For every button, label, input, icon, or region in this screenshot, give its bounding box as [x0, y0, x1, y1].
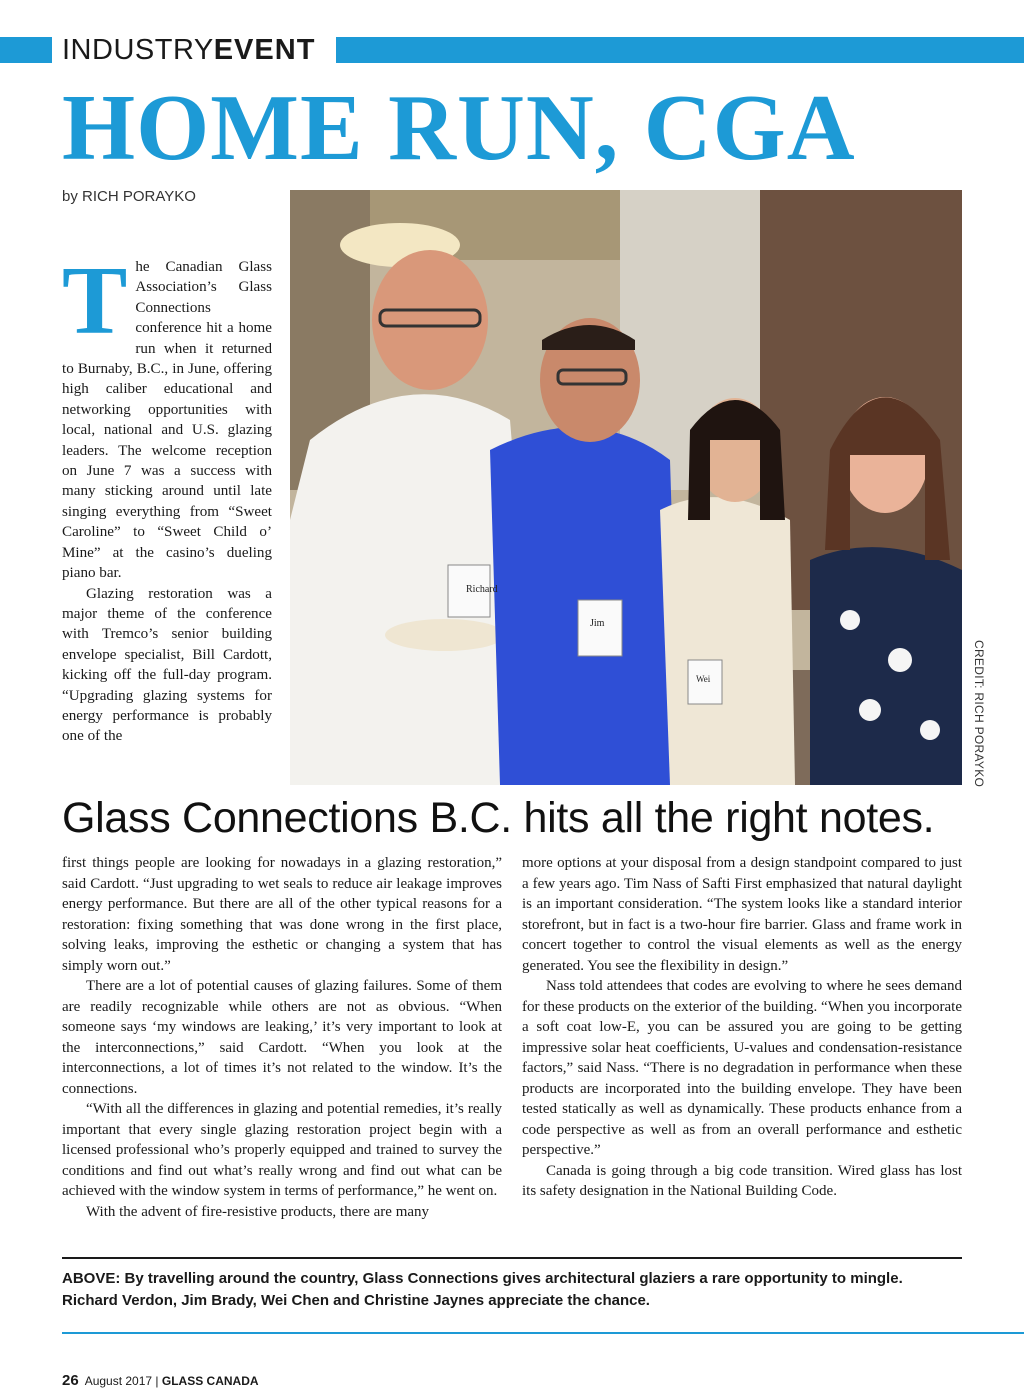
badge-name-3: Wei	[696, 674, 711, 684]
page-number: 26	[62, 1372, 79, 1389]
event-photo-illustration	[290, 190, 962, 785]
body-right-paragraph: Canada is going through a big code transition. Wired glass has lost its safety designation in the National Building Code.	[522, 1162, 962, 1199]
body-left-paragraph: With the advent of fire-resistive products, there are many	[86, 1203, 430, 1220]
body-right-paragraph: Nass told attendees that codes are evolving to where he sees demand for these products on the exterior of the building. “When you incorporate a soft coat low-E, you can be assured you are going to be getting impressive solar heat coefficients, U-values and condensation-resistance factors,” said Nass. “There is no degradation in performance when these products are incorporated into the building envelope. They have been tested statically as well as dynamically. These products enhance from a code perspective as well as from an overall performance and esthetic perspective.”	[522, 978, 962, 1158]
issue-date: August 2017 |	[84, 1374, 159, 1388]
section-bar-left	[0, 37, 52, 63]
intro-paragraph-1: he Canadian Glass Association’s Glass Connections conference hit a home run when it returned to Burnaby, B.C., in June, offering high caliber educational and networking opportunities with local, national and U.S. glazing leaders. The welcome reception on June 7 was a success with many sticking around until late singing everything from “Sweet Caroline” to “Sweet Child o’ Mine” at the casino’s dueling piano bar.	[62, 259, 272, 582]
caption-rule	[62, 1257, 962, 1259]
headline: HOME RUN, CGA	[62, 76, 856, 180]
body-left-paragraph: “With all the differences in glazing and potential remedies, it’s really important that every single glazing restoration project begin with a licensed professional who’s properly equipped and trained to survey the conditions and find out what’s really wrong and find out what can be achieved with the window system in terms of performance,” he went on.	[62, 1101, 502, 1199]
section-bar-right	[336, 37, 1024, 63]
photo-caption: ABOVE: By travelling around the country, Glass Connections gives architectural glaziers a rare opportunity to mingle. Richard Verdon, Jim Brady, Wei Chen and Christine Jaynes appreciate the chance.	[62, 1270, 903, 1309]
publication-name: GLASS CANADA	[161, 1374, 259, 1388]
event-photo	[290, 190, 962, 785]
body-column-left	[62, 853, 502, 1222]
body-column-right	[522, 853, 962, 1202]
footer-rule	[62, 1332, 1024, 1334]
badge-name-1: Richard	[466, 584, 498, 595]
deck-subheadline: Glass Connections B.C. hits all the right notes.	[62, 794, 935, 842]
body-left-paragraph: first things people are looking for nowadays in a glazing restoration,” said Cardott. “Just upgrading to wet seals to reduce air leakage improves energy performance. But there are all of the other typical reasons for a restoration: fixing something that was done wrong in the first place, solving leaks, improving the esthetic or changing a system that has simply worn out.”	[62, 855, 502, 974]
section-label	[62, 33, 315, 67]
drop-cap: T	[62, 247, 128, 355]
body-left-paragraph: There are a lot of potential causes of glazing failures. Some of them are readily recognizable while others are not as obvious. “When someone says ‘my windows are leaking,’ it’s very important to look at the interconnections,” said Cardott. “When you look at the interconnections, a lot of times it’s not related to the window. It’s the connections.	[62, 978, 502, 1097]
intro-column	[62, 247, 272, 747]
byline: by RICH PORAYKO	[62, 188, 196, 205]
badge-name-2: Jim	[590, 618, 605, 629]
photo-credit: CREDIT: RICH PORAYKO	[972, 640, 986, 788]
page-footer	[62, 1372, 259, 1390]
section-label-light: INDUSTRY	[62, 34, 214, 66]
body-right-paragraph: more options at your disposal from a design standpoint compared to just a few years ago. Tim Nass of Safti First emphasized that natural daylight is an important consideration. “The system looks like a standard interior storefront, but in fact is a two-hour fire barrier. Glass and frame work in concert together to control the visual elements as well as the energy generated. You see the flexibility in design.”	[522, 855, 962, 974]
section-label-bold: EVENT	[213, 34, 316, 66]
intro-paragraph-2: Glazing restoration was a major theme of the conference with Tremco’s senior building envelope specialist, Bill Cardott, kicking off the full-day program. “Upgrading glazing systems for energy performance is probably one of the	[62, 585, 272, 745]
